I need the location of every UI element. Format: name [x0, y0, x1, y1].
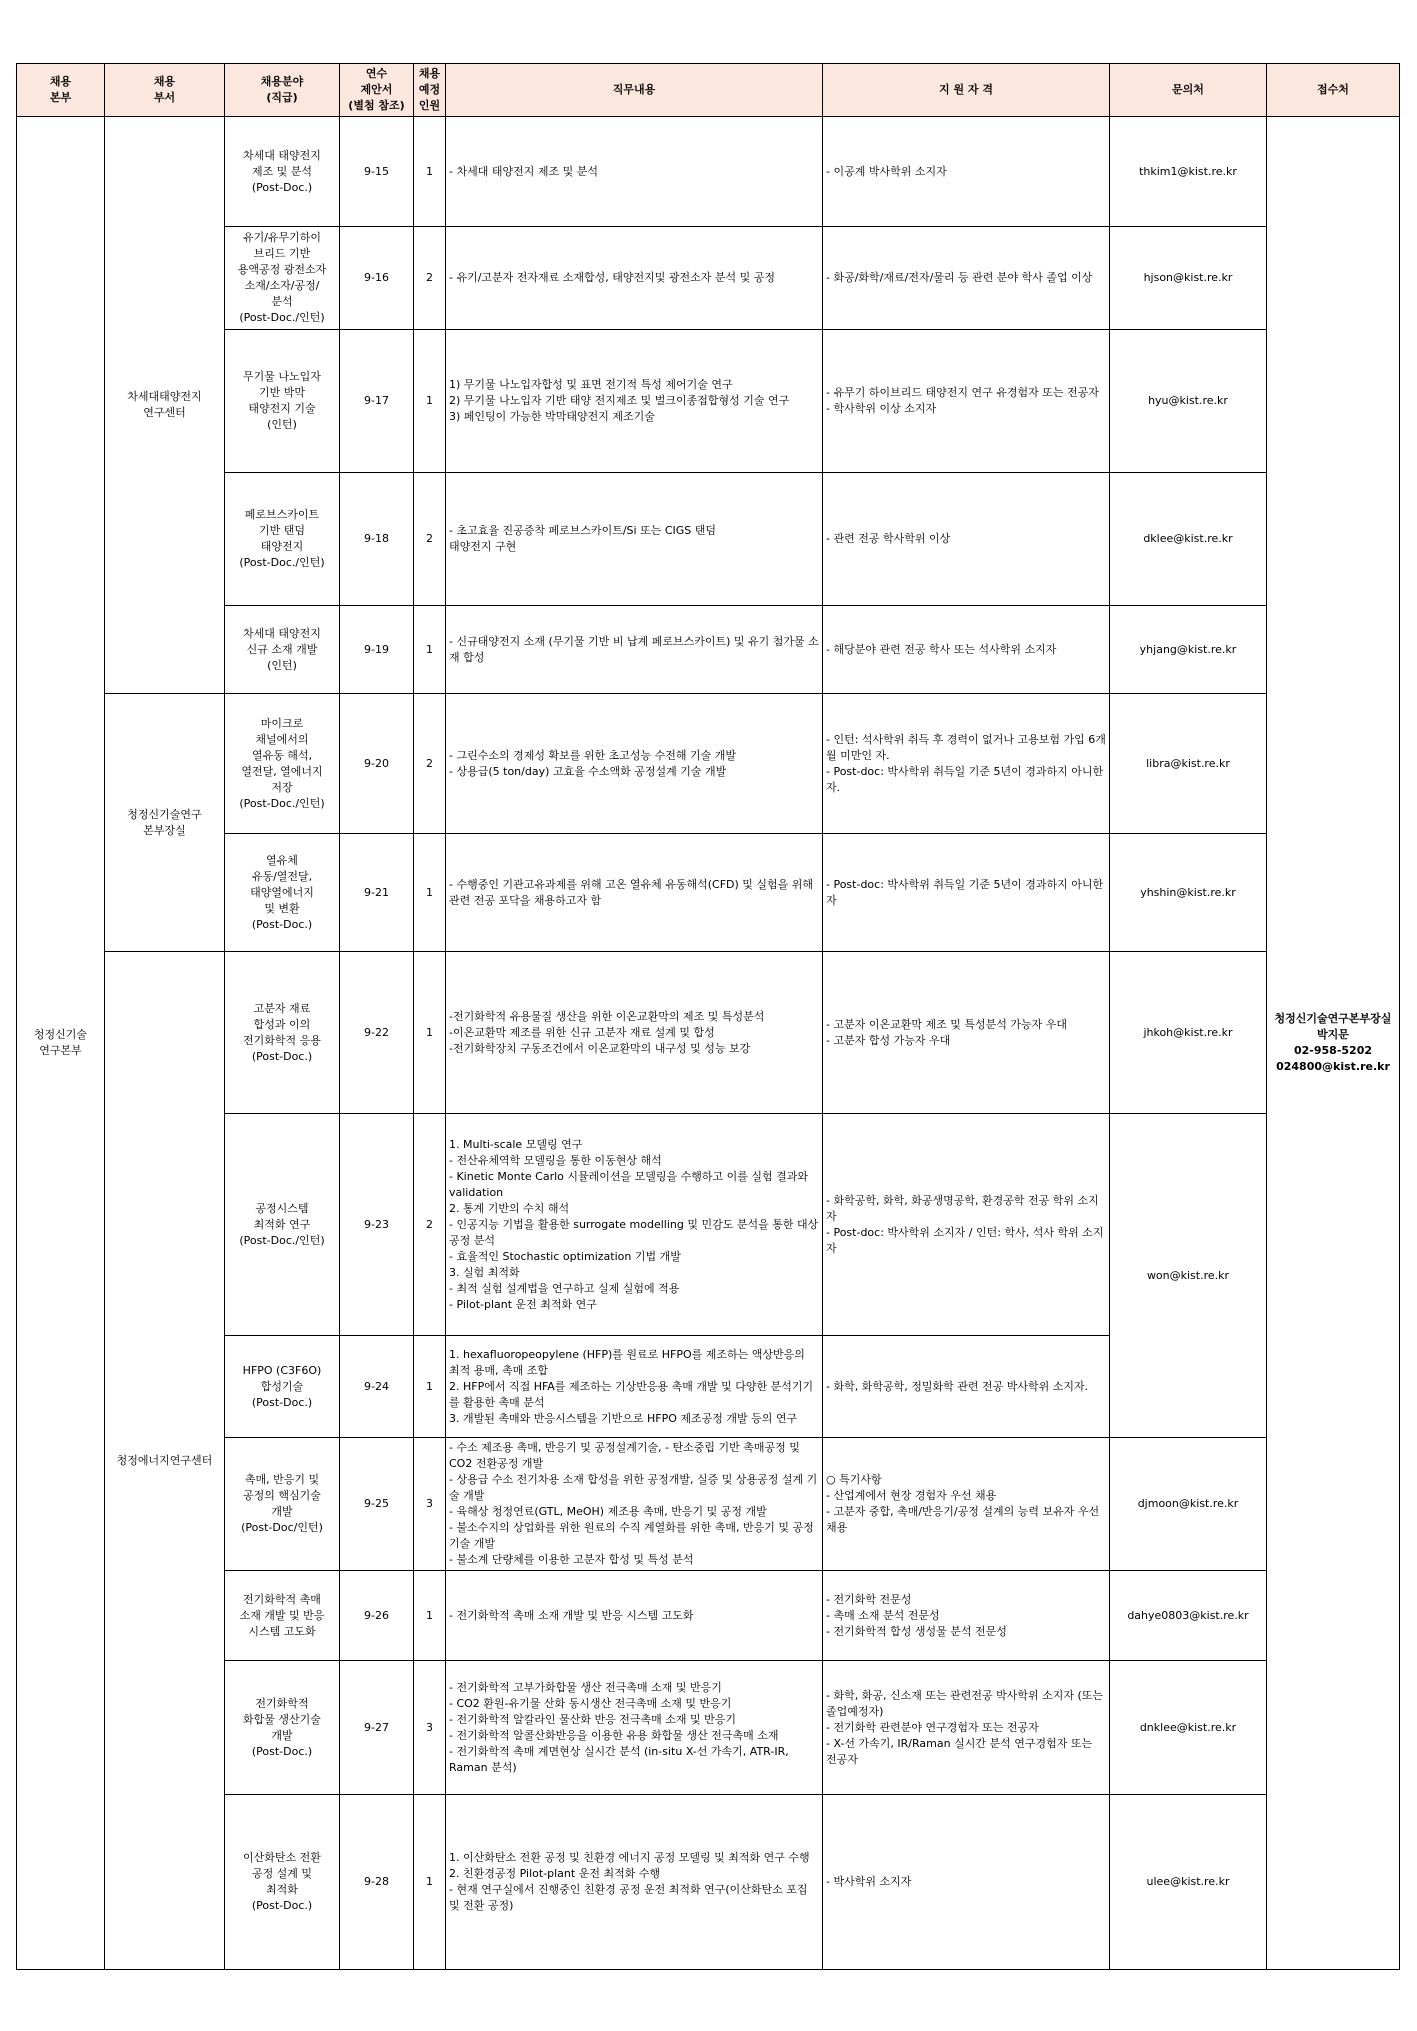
- email-cell: hyu@kist.re.kr: [1110, 330, 1267, 473]
- recruitment-table: [16, 63, 1400, 1970]
- qual-cell: - 인턴: 석사학위 취득 후 경력이 없거나 고용보험 가입 6개월 미만인 자. - Post-doc: 박사학위 취득일 기준 5년이 경과하지 아니한 자.: [823, 694, 1110, 834]
- count-cell: 1: [414, 117, 446, 227]
- code-cell: 9-24: [340, 1336, 414, 1438]
- code-cell: 9-17: [340, 330, 414, 473]
- field-cell: 공정시스템 최적화 연구 (Post-Doc./인턴): [225, 1114, 340, 1336]
- email-cell: dklee@kist.re.kr: [1110, 473, 1267, 606]
- qual-cell: - 화공/화학/재료/전자/물리 등 관련 분야 학사 졸업 이상: [823, 227, 1110, 330]
- table-row: [17, 606, 1400, 694]
- code-cell: 9-21: [340, 834, 414, 952]
- header-email: 문의처: [1110, 64, 1267, 117]
- header-qual: 지 원 자 격: [823, 64, 1110, 117]
- field-cell: 촉매, 반응기 및 공정의 핵심기술 개발 (Post-Doc/인턴): [225, 1438, 340, 1571]
- duty-cell: - 차세대 태양전지 제조 및 분석: [446, 117, 823, 227]
- qual-cell: - 화학, 화학공학, 정밀화학 관련 전공 박사학위 소지자.: [823, 1336, 1110, 1438]
- field-cell: 유기/유무기하이 브리드 기반 용액공정 광전소자 소재/소자/공정/ 분석 (Post-Doc./인턴): [225, 227, 340, 330]
- table-row: [17, 1661, 1400, 1795]
- field-cell: 차세대 태양전지 제조 및 분석 (Post-Doc.): [225, 117, 340, 227]
- receipt-cell: [1267, 117, 1400, 1970]
- header-proposal: 연수 제안서 (별첨 참조): [340, 64, 414, 117]
- header-field: 채용분야 (직급): [225, 64, 340, 117]
- code-cell: 9-28: [340, 1795, 414, 1970]
- email-cell: yhshin@kist.re.kr: [1110, 834, 1267, 952]
- email-cell: dahye0803@kist.re.kr: [1110, 1571, 1267, 1661]
- table-row: [17, 227, 1400, 330]
- email-cell: thkim1@kist.re.kr: [1110, 117, 1267, 227]
- field-cell: 전기화학적 화합물 생산기술 개발 (Post-Doc.): [225, 1661, 340, 1795]
- count-cell: 1: [414, 1795, 446, 1970]
- field-cell: 열유체 유동/열전달, 태양열에너지 및 변환 (Post-Doc.): [225, 834, 340, 952]
- table-row: [17, 1571, 1400, 1661]
- duty-cell: 1. Multi-scale 모델링 연구 - 전산유체역학 모델링을 통한 이동현상 해석 - Kinetic Monte Carlo 시뮬레이션을 모델링을 수행하고 이를 실험 결과와 validation 2. 통계 기반의 수치 해석 - 인공지능 기법을 활용한 surrogate modelling 및 민감도 분석을 통한 대상 공정 분석 - 효율적인 Stochastic optimization 기법 개발 3. 실험 최적화 - 최적 실험 설계법을 연구하고 실제 실험에 적용 - Pilot-plant 운전 최적화 연구: [446, 1114, 823, 1336]
- table-row: [17, 834, 1400, 952]
- code-cell: 9-22: [340, 952, 414, 1114]
- email-cell: won@kist.re.kr: [1110, 1114, 1267, 1438]
- table-row: [17, 1114, 1400, 1336]
- table-row: [17, 952, 1400, 1114]
- table-row: [17, 694, 1400, 834]
- table-row: [17, 117, 1400, 227]
- field-cell: 고분자 재료 합성과 이의 전기화학적 응용 (Post-Doc.): [225, 952, 340, 1114]
- qual-cell: - 해당분야 관련 전공 학사 또는 석사학위 소지자: [823, 606, 1110, 694]
- count-cell: 2: [414, 473, 446, 606]
- count-cell: 1: [414, 834, 446, 952]
- qual-cell: - 전기화학 전문성 - 촉매 소재 분석 전문성 - 전기화학적 합성 생성물 분석 전문성: [823, 1571, 1110, 1661]
- header-receipt: 접수처: [1267, 64, 1400, 117]
- dept-hq-office: 청정신기술연구 본부장실: [105, 694, 225, 952]
- field-cell: 마이크로 채널에서의 열유동 해석, 열전달, 열에너지 저장 (Post-Doc./인턴): [225, 694, 340, 834]
- count-cell: 1: [414, 330, 446, 473]
- duty-cell: 1. hexafluoropeopylene (HFP)를 원료로 HFPO를 제조하는 액상반응의 최적 용매, 촉매 조합 2. HFP에서 직접 HFA를 제조하는 기상반응용 촉매 개발 및 다양한 분석기기를 활용한 촉매 분석 3. 개발된 촉매와 반응시스템을 기반으로 HFPO 제조공정 개발 등의 연구: [446, 1336, 823, 1438]
- qual-cell: - 박사학위 소지자: [823, 1795, 1110, 1970]
- receipt-email: 024800@kist.re.kr: [1276, 1060, 1390, 1073]
- duty-cell: - 초고효율 진공증착 페로브스카이트/Si 또는 CIGS 탠덤 태양전지 구현: [446, 473, 823, 606]
- dept-clean-energy-center: 청정에너지연구센터: [105, 952, 225, 1970]
- email-cell: yhjang@kist.re.kr: [1110, 606, 1267, 694]
- code-cell: 9-20: [340, 694, 414, 834]
- duty-cell: - 그린수소의 경제성 확보를 위한 초고성능 수전해 기술 개발 - 상용급(5 ton/day) 고효율 수소액화 공정설계 기술 개발: [446, 694, 823, 834]
- email-cell: jhkoh@kist.re.kr: [1110, 952, 1267, 1114]
- duty-cell: 1. 이산화탄소 전환 공정 및 친환경 에너지 공정 모델링 및 최적화 연구 수행 2. 친환경공정 Pilot-plant 운전 최적화 수행 - 현재 연구실에서 진행중인 친환경 공정 운전 최적화 연구(이산화탄소 포집 및 전환 공정): [446, 1795, 823, 1970]
- field-cell: 무기물 나노입자 기반 박막 태양전지 기술 (인턴): [225, 330, 340, 473]
- count-cell: 2: [414, 694, 446, 834]
- qual-cell: - 관련 전공 학사학위 이상: [823, 473, 1110, 606]
- count-cell: 1: [414, 952, 446, 1114]
- table-row: [17, 1438, 1400, 1571]
- receipt-office: 청정신기술연구본부장실: [1274, 1012, 1392, 1025]
- code-cell: 9-25: [340, 1438, 414, 1571]
- field-cell: 페로브스카이트 기반 탠덤 태양전지 (Post-Doc./인턴): [225, 473, 340, 606]
- qual-cell: ○ 특기사항 - 산업계에서 현장 경험자 우선 채용 - 고분자 중합, 촉매/반응기/공정 설계의 능력 보유자 우선 채용: [823, 1438, 1110, 1571]
- code-cell: 9-16: [340, 227, 414, 330]
- field-cell: HFPO (C3F6O) 합성기술 (Post-Doc.): [225, 1336, 340, 1438]
- field-cell: 이산화탄소 전환 공정 설계 및 최적화 (Post-Doc.): [225, 1795, 340, 1970]
- header-duty: 직무내용: [446, 64, 823, 117]
- email-cell: ulee@kist.re.kr: [1110, 1795, 1267, 1970]
- qual-cell: - 고분자 이온교환막 제조 및 특성분석 가능자 우대 - 고분자 합성 가능자 우대: [823, 952, 1110, 1114]
- duty-cell: -전기화학적 유용물질 생산을 위한 이온교환막의 제조 및 특성분석 -이온교환막 제조를 위한 신규 고분자 재료 설계 및 합성 -전기화학장치 구동조건에서 이온교환막의 내구성 및 성능 보강: [446, 952, 823, 1114]
- email-cell: djmoon@kist.re.kr: [1110, 1438, 1267, 1571]
- email-cell: libra@kist.re.kr: [1110, 694, 1267, 834]
- count-cell: 1: [414, 606, 446, 694]
- header-count: 채용 예정 인원: [414, 64, 446, 117]
- code-cell: 9-15: [340, 117, 414, 227]
- qual-cell: - 이공계 박사학위 소지자: [823, 117, 1110, 227]
- email-cell: dnklee@kist.re.kr: [1110, 1661, 1267, 1795]
- field-cell: 차세대 태양전지 신규 소재 개발 (인턴): [225, 606, 340, 694]
- duty-cell: - 신규태양전지 소재 (무기물 기반 비 납계 페로브스카이트) 및 유기 첨가물 소재 합성: [446, 606, 823, 694]
- duty-cell: - 전기화학적 고부가화합물 생산 전극촉매 소재 및 반응기 - CO2 환원-유기물 산화 동시생산 전극촉매 소재 및 반응기 - 전기화학적 알칼라인 물산화 반응 전극촉매 소재 및 반응기 - 전기화학적 알콜산화반응을 이용한 유용 화합물 생산 전극촉매 소재 - 전기화학적 촉매 계면현상 실시간 분석 (in-situ X-선 가속기, ATR-IR, Raman 분석): [446, 1661, 823, 1795]
- count-cell: 2: [414, 1114, 446, 1336]
- duty-cell: - 수행중인 기관고유과제를 위해 고온 열유체 유동해석(CFD) 및 실험을 위해 관련 전공 포닥을 채용하고자 함: [446, 834, 823, 952]
- header-division: 채용 본부: [17, 64, 105, 117]
- qual-cell: - 유무기 하이브리드 태양전지 연구 유경험자 또는 전공자 - 학사학위 이상 소지자: [823, 330, 1110, 473]
- field-cell: 전기화학적 촉매 소재 개발 및 반응 시스템 고도화: [225, 1571, 340, 1661]
- duty-cell: - 전기화학적 촉매 소재 개발 및 반응 시스템 고도화: [446, 1571, 823, 1661]
- code-cell: 9-19: [340, 606, 414, 694]
- table-row: [17, 330, 1400, 473]
- count-cell: 3: [414, 1438, 446, 1571]
- table-row: [17, 1795, 1400, 1970]
- receipt-phone: 02-958-5202: [1293, 1044, 1372, 1057]
- duty-cell: 1) 무기물 나노입자합성 및 표면 전기적 특성 제어기술 연구 2) 무기물 나노입자 기반 태양 전지제조 및 벌크이종접합형성 기술 연구 3) 페인팅이 가능한 박막태양전지 제조기술: [446, 330, 823, 473]
- qual-cell: - Post-doc: 박사학위 취득일 기준 5년이 경과하지 아니한 자: [823, 834, 1110, 952]
- email-cell: hjson@kist.re.kr: [1110, 227, 1267, 330]
- header-dept: 채용 부서: [105, 64, 225, 117]
- division-cell: 청정신기술 연구본부: [17, 117, 105, 1970]
- table-row: [17, 473, 1400, 606]
- count-cell: 1: [414, 1336, 446, 1438]
- count-cell: 2: [414, 227, 446, 330]
- receipt-person: 박지문: [1317, 1028, 1349, 1041]
- qual-cell: - 화학공학, 화학, 화공생명공학, 환경공학 전공 학위 소지자 - Post-doc: 박사학위 소지자 / 인턴: 학사, 석사 학위 소지자: [823, 1114, 1110, 1336]
- count-cell: 3: [414, 1661, 446, 1795]
- dept-solar-center: 차세대태양전지 연구센터: [105, 117, 225, 694]
- code-cell: 9-26: [340, 1571, 414, 1661]
- qual-cell: - 화학, 화공, 신소재 또는 관련전공 박사학위 소지자 (또는 졸업예정자) - 전기화학 관련분야 연구경험자 또는 전공자 - X-선 가속기, IR/Raman 실시간 분석 연구경험자 또는 전공자: [823, 1661, 1110, 1795]
- code-cell: 9-27: [340, 1661, 414, 1795]
- duty-cell: - 유기/고분자 전자재료 소재합성, 태양전지및 광전소자 분석 및 공정: [446, 227, 823, 330]
- code-cell: 9-23: [340, 1114, 414, 1336]
- code-cell: 9-18: [340, 473, 414, 606]
- header-row: [17, 64, 1400, 117]
- duty-cell: - 수소 제조용 촉매, 반응기 및 공정설계기술, - 탄소중립 기반 촉매공정 및 CO2 전환공정 개발 - 상용급 수소 전기차용 소재 합성을 위한 공정개발, 실증 및 상용공정 설계 기술 개발 - 육해상 청정연료(GTL, MeOH) 제조용 촉매, 반응기 및 공정 개발 - 불소수지의 상업화를 위한 원료의 수직 계열화를 위한 촉매, 반응기 및 공정기술 개발 - 불소계 단량체를 이용한 고분자 합성 및 특성 분석: [446, 1438, 823, 1571]
- count-cell: 1: [414, 1571, 446, 1661]
